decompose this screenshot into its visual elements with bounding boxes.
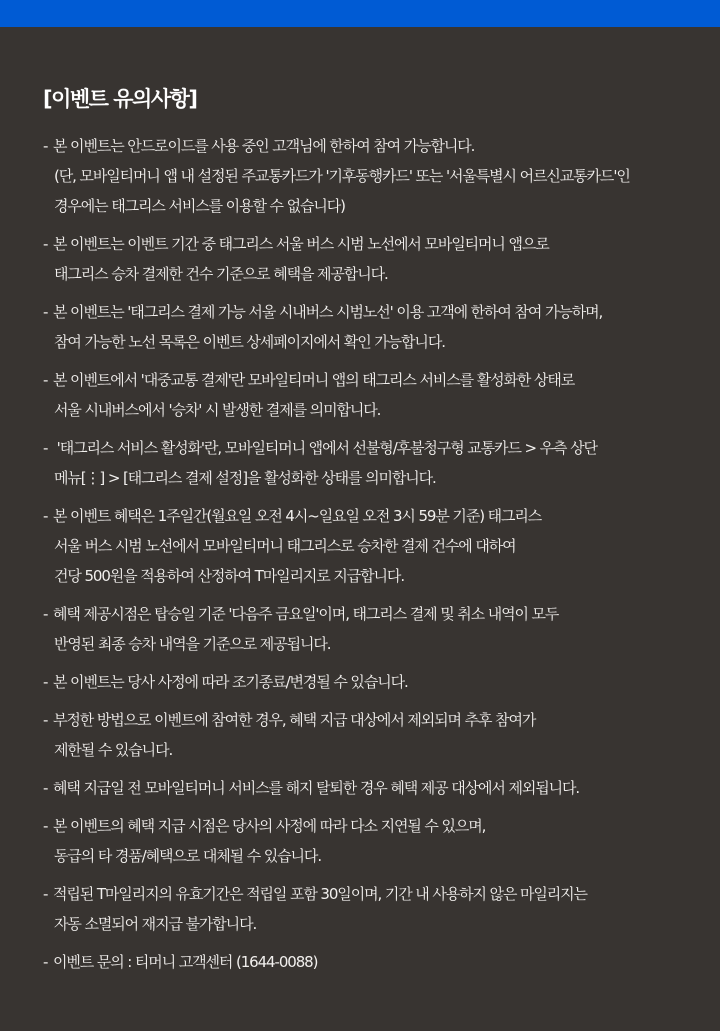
notice-line bbox=[43, 811, 720, 841]
notice-list bbox=[43, 131, 720, 977]
notice-text: 메뉴[⋮] > [태그리스 결제 설정]을 활성화한 상태를 의미합니다. bbox=[54, 469, 436, 487]
notice-line bbox=[43, 161, 720, 191]
notice-line bbox=[43, 191, 720, 221]
notice-text: 본 이벤트는 당사 사정에 따라 조기종료/변경될 수 있습니다. bbox=[53, 673, 408, 691]
notice-line bbox=[43, 131, 720, 161]
notice-text: (단, 모바일티머니 앱 내 설정된 주교통카드가 '기후동행카드' 또는 '서울특별시 어르신교통카드'인 bbox=[54, 167, 630, 185]
notice-text: 혜택 제공시점은 탑승일 기준 '다음주 금요일'이며, 태그리스 결제 및 취소 내역이 모두 bbox=[53, 605, 559, 623]
notice-line bbox=[43, 561, 720, 591]
notice-item bbox=[43, 705, 720, 765]
notice-line bbox=[43, 463, 720, 493]
notice-line bbox=[43, 259, 720, 289]
notice-item bbox=[43, 131, 720, 221]
bullet-dash: - bbox=[43, 137, 48, 155]
notice-item bbox=[43, 229, 720, 289]
notice-text: 참여 가능한 노선 목록은 이벤트 상세페이지에서 확인 가능합니다. bbox=[54, 333, 445, 351]
bullet-dash: - bbox=[43, 885, 48, 903]
notice-text: 이벤트 문의 : 티머니 고객센터 (1644-0088) bbox=[53, 953, 318, 971]
bullet-dash: - bbox=[43, 817, 48, 835]
bullet-dash: - bbox=[43, 953, 48, 971]
notice-text: 서울 버스 시범 노선에서 모바일티머니 태그리스로 승차한 결제 건수에 대하여 bbox=[54, 537, 516, 555]
notice-text: 부정한 방법으로 이벤트에 참여한 경우, 혜택 지급 대상에서 제외되며 추후 참여가 bbox=[53, 711, 536, 729]
notice-line bbox=[43, 735, 720, 765]
notice-line bbox=[43, 773, 720, 803]
notice-line bbox=[43, 947, 720, 977]
notice-item bbox=[43, 433, 720, 493]
notice-text: 서울 시내버스에서 '승차' 시 발생한 결제를 의미합니다. bbox=[54, 401, 381, 419]
notice-item bbox=[43, 599, 720, 659]
bullet-dash: - bbox=[43, 711, 48, 729]
notice-text: 반영된 최종 승차 내역을 기준으로 제공됩니다. bbox=[54, 635, 331, 653]
bullet-dash: - bbox=[43, 235, 48, 253]
notice-line bbox=[43, 629, 720, 659]
notice-text: 적립된 T마일리지의 유효기간은 적립일 포함 30일이며, 기간 내 사용하지 않은 마일리지는 bbox=[53, 885, 587, 903]
bullet-dash: - bbox=[43, 371, 48, 389]
notice-line bbox=[43, 395, 720, 425]
notice-line bbox=[43, 433, 720, 463]
notice-line bbox=[43, 667, 720, 697]
notice-line bbox=[43, 297, 720, 327]
notice-text: 건당 500원을 적용하여 산정하여 T마일리지로 지급합니다. bbox=[54, 567, 404, 585]
notice-text: '태그리스 서비스 활성화'란, 모바일티머니 앱에서 선불형/후불청구형 교통카드 > 우측 상단 bbox=[53, 439, 597, 457]
top-accent-bar bbox=[0, 0, 720, 27]
bullet-dash: - bbox=[43, 507, 48, 525]
event-notice-section bbox=[0, 27, 720, 977]
notice-item bbox=[43, 297, 720, 357]
notice-line bbox=[43, 229, 720, 259]
notice-text: 혜택 지급일 전 모바일티머니 서비스를 해지 탈퇴한 경우 혜택 제공 대상에서 제외됩니다. bbox=[53, 779, 580, 797]
notice-line bbox=[43, 501, 720, 531]
notice-text: 본 이벤트는 안드로이드를 사용 중인 고객님에 한하여 참여 가능합니다. bbox=[53, 137, 475, 155]
notice-item bbox=[43, 773, 720, 803]
notice-item bbox=[43, 501, 720, 591]
notice-text: 경우에는 태그리스 서비스를 이용할 수 없습니다) bbox=[54, 197, 345, 215]
notice-text: 제한될 수 있습니다. bbox=[54, 741, 173, 759]
notice-line bbox=[43, 327, 720, 357]
notice-item bbox=[43, 811, 720, 871]
notice-text: 자동 소멸되어 재지급 불가합니다. bbox=[54, 915, 257, 933]
notice-line bbox=[43, 365, 720, 395]
bullet-dash: - bbox=[43, 303, 48, 321]
notice-text: 본 이벤트는 이벤트 기간 중 태그리스 서울 버스 시범 노선에서 모바일티머니 앱으로 bbox=[53, 235, 549, 253]
bullet-dash: - bbox=[43, 673, 48, 691]
bullet-dash: - bbox=[43, 779, 48, 797]
notice-title: [이벤트 유의사항] bbox=[43, 87, 197, 111]
notice-item bbox=[43, 879, 720, 939]
notice-text: 본 이벤트의 혜택 지급 시점은 당사의 사정에 따라 다소 지연될 수 있으며, bbox=[53, 817, 486, 835]
notice-text: 본 이벤트 혜택은 1주일간(월요일 오전 4시~일요일 오전 3시 59분 기준) 태그리스 bbox=[53, 507, 542, 525]
notice-item bbox=[43, 365, 720, 425]
notice-line bbox=[43, 879, 720, 909]
notice-item bbox=[43, 947, 720, 977]
bullet-dash: - bbox=[43, 439, 48, 457]
notice-line bbox=[43, 841, 720, 871]
notice-text: 태그리스 승차 결제한 건수 기준으로 혜택을 제공합니다. bbox=[54, 265, 388, 283]
notice-text: 본 이벤트는 '태그리스 결제 가능 서울 시내버스 시범노선' 이용 고객에 한하여 참여 가능하며, bbox=[53, 303, 603, 321]
notice-line bbox=[43, 705, 720, 735]
notice-line bbox=[43, 531, 720, 561]
notice-line bbox=[43, 909, 720, 939]
notice-line bbox=[43, 599, 720, 629]
notice-text: 본 이벤트에서 '대중교통 결제'란 모바일티머니 앱의 태그리스 서비스를 활성화한 상태로 bbox=[53, 371, 575, 389]
bullet-dash: - bbox=[43, 605, 48, 623]
notice-text: 동급의 타 경품/혜택으로 대체될 수 있습니다. bbox=[54, 847, 321, 865]
notice-item bbox=[43, 667, 720, 697]
